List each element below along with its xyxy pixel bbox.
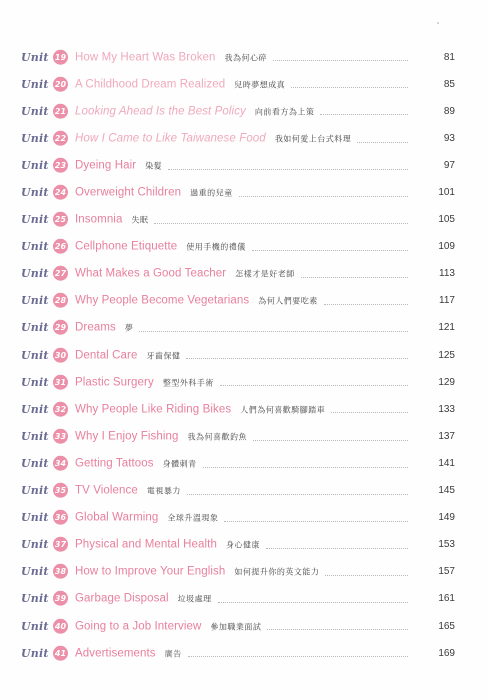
entry-title-english: Why People Become Vegetarians	[75, 294, 250, 307]
entry-title-english: Getting Tattoos	[75, 457, 154, 470]
entry-title-english: Looking Ahead Is the Best Policy	[75, 105, 246, 118]
toc-entry[interactable]	[0, 315, 488, 342]
unit-number-badge: 20	[53, 76, 68, 91]
entry-title-chinese: 如何提升你的英文能力	[234, 567, 320, 577]
toc-entry[interactable]	[0, 44, 488, 71]
page-number: 113	[439, 268, 455, 280]
dot-leader	[273, 60, 408, 61]
unit-label: Unit	[21, 646, 49, 660]
unit-label: Unit	[21, 131, 49, 145]
toc-entry[interactable]	[0, 234, 488, 261]
unit-number-badge: 41	[53, 645, 68, 660]
entry-title-english: Physical and Mental Health	[75, 538, 217, 551]
dot-leader	[252, 250, 408, 251]
toc-entry[interactable]	[0, 125, 488, 152]
toc-entry[interactable]	[0, 71, 488, 98]
toc-entry[interactable]	[0, 532, 488, 559]
toc-entry[interactable]	[0, 369, 488, 396]
unit-label: Unit	[21, 321, 49, 335]
page-number: 141	[438, 457, 455, 469]
unit-label: Unit	[21, 429, 49, 443]
entry-title-chinese: 過重的兒童	[190, 188, 233, 198]
unit-number-badge: 23	[53, 158, 68, 173]
page-number: 129	[438, 376, 455, 388]
page-number: 157	[438, 566, 455, 578]
entry-title-english: What Makes a Good Teacher	[75, 267, 227, 280]
unit-label: Unit	[21, 483, 49, 497]
unit-label: Unit	[21, 50, 49, 64]
table-of-contents	[0, 44, 488, 667]
dot-leader	[224, 521, 408, 522]
unit-number-badge: 29	[53, 320, 68, 335]
page-number: 101	[438, 186, 455, 198]
unit-number-badge: 26	[53, 239, 68, 254]
toc-entry[interactable]	[0, 152, 488, 179]
dot-leader	[187, 494, 408, 495]
entry-title-group	[75, 268, 295, 280]
unit-number-badge: 28	[53, 293, 68, 308]
unit-number-badge: 25	[53, 212, 68, 227]
entry-title-english: Dental Care	[75, 348, 138, 361]
unit-number-badge: 21	[53, 103, 68, 118]
entry-title-group	[75, 539, 260, 551]
toc-entry[interactable]	[0, 98, 488, 125]
dot-leader	[291, 87, 408, 88]
page-number: 153	[438, 539, 455, 551]
unit-number-badge: 40	[53, 618, 68, 633]
entry-title-chinese: 牙齒保健	[146, 350, 181, 360]
entry-title-chinese: 兒時夢想成真	[234, 80, 286, 90]
entry-title-english: Insomnia	[75, 213, 123, 226]
page-number: 97	[443, 159, 455, 171]
entry-title-chinese: 為何人們要吃素	[258, 296, 318, 306]
entry-title-group	[75, 484, 181, 496]
dot-leader	[320, 114, 408, 115]
unit-label: Unit	[21, 267, 49, 281]
entry-title-group	[75, 159, 162, 171]
entry-title-chinese: 向前看方為上策	[254, 107, 315, 117]
dot-leader	[203, 467, 408, 468]
dot-leader	[218, 602, 408, 603]
entry-title-chinese: 人們為何喜歡騎腳踏車	[240, 405, 326, 415]
unit-number-badge: 37	[53, 537, 68, 552]
entry-title-english: How I Came to Like Taiwanese Food	[75, 132, 266, 145]
page-number: 125	[438, 349, 455, 361]
unit-number-badge: 27	[53, 266, 68, 281]
unit-number-badge: 36	[53, 510, 68, 525]
entry-title-chinese: 怎樣才是好老師	[235, 269, 295, 279]
entry-title-english: Dyeing Hair	[75, 159, 137, 172]
toc-entry[interactable]	[0, 613, 488, 640]
unit-label: Unit	[21, 538, 49, 552]
entry-title-chinese: 全球升溫現象	[167, 513, 219, 523]
page-number: 145	[438, 484, 455, 496]
entry-title-group	[75, 566, 319, 578]
entry-title-chinese: 染髮	[145, 161, 163, 171]
page-number: 89	[443, 105, 455, 117]
unit-label: Unit	[21, 592, 49, 606]
entry-title-group	[75, 78, 285, 90]
dot-leader	[324, 304, 408, 305]
toc-entry[interactable]	[0, 207, 488, 234]
entry-title-english: Dreams	[75, 321, 116, 334]
entry-title-group	[75, 512, 218, 524]
toc-entry[interactable]	[0, 640, 488, 667]
unit-number-badge: 35	[53, 483, 68, 498]
dot-leader	[331, 412, 408, 413]
entry-title-group	[75, 376, 214, 388]
entry-title-english: Why People Like Riding Bikes	[75, 403, 232, 416]
entry-title-group	[75, 647, 182, 659]
entry-title-chinese: 失眠	[131, 215, 149, 225]
entry-title-chinese: 整型外科手術	[162, 378, 214, 388]
toc-entry[interactable]	[0, 559, 488, 586]
entry-title-group	[75, 593, 212, 605]
entry-title-english: Advertisements	[75, 647, 156, 660]
unit-label: Unit	[21, 565, 49, 579]
dot-leader	[168, 169, 408, 170]
entry-title-english: A Childhood Dream Realized	[75, 78, 226, 91]
unit-label: Unit	[21, 294, 49, 308]
page-number: 165	[438, 620, 455, 632]
entry-title-english: Global Warming	[75, 511, 159, 524]
unit-number-badge: 38	[53, 564, 68, 579]
page-number: 137	[438, 430, 455, 442]
page-number: 133	[438, 403, 455, 415]
entry-title-chinese: 電視暴力	[146, 486, 181, 496]
unit-number-badge: 34	[53, 456, 68, 471]
dot-leader	[253, 440, 408, 441]
page-number: 121	[438, 322, 455, 334]
page-number: 169	[438, 647, 455, 659]
unit-label: Unit	[21, 348, 49, 362]
page-number: 93	[443, 132, 455, 144]
entry-title-group	[75, 322, 133, 334]
entry-title-chinese: 垃圾處理	[177, 594, 212, 604]
entry-title-english: Why I Enjoy Fishing	[75, 430, 179, 443]
page-number: 109	[438, 241, 455, 253]
dot-leader	[301, 277, 408, 278]
entry-title-english: Garbage Disposal	[75, 592, 169, 605]
entry-title-english: Overweight Children	[75, 186, 182, 199]
entry-title-english: Going to a Job Interview	[75, 619, 202, 632]
toc-entry[interactable]	[0, 342, 488, 369]
unit-number-badge: 39	[53, 591, 68, 606]
entry-title-english: How My Heart Was Broken	[75, 50, 216, 63]
entry-title-chinese: 我為何心碎	[224, 52, 268, 62]
scan-dot	[437, 22, 439, 24]
dot-leader	[239, 196, 408, 197]
unit-label: Unit	[21, 104, 49, 118]
entry-title-group	[75, 105, 314, 117]
entry-title-english: Plastic Surgery	[75, 376, 154, 389]
entry-title-chinese: 使用手機的禮儀	[186, 242, 246, 252]
page-number: 161	[438, 593, 455, 605]
unit-number-badge: 31	[53, 374, 68, 389]
entry-title-chinese: 我為何喜歡釣魚	[187, 432, 248, 442]
entry-title-chinese: 參加職業面試	[210, 621, 262, 631]
page-number: 117	[439, 295, 455, 307]
entry-title-english: How to Improve Your English	[75, 565, 226, 578]
toc-entry[interactable]	[0, 505, 488, 532]
entry-title-group	[75, 295, 318, 307]
unit-label: Unit	[21, 240, 49, 254]
toc-entry[interactable]	[0, 288, 488, 315]
page-number: 105	[438, 214, 455, 226]
toc-entry[interactable]	[0, 179, 488, 206]
unit-label: Unit	[21, 456, 49, 470]
toc-entry[interactable]	[0, 261, 488, 288]
dot-leader	[266, 548, 408, 549]
toc-entry[interactable]	[0, 450, 488, 477]
toc-entry[interactable]	[0, 478, 488, 505]
unit-number-badge: 22	[53, 131, 68, 146]
unit-number-badge: 24	[53, 185, 68, 200]
toc-entry[interactable]	[0, 423, 488, 450]
entry-title-chinese: 夢	[124, 323, 134, 333]
entry-title-chinese: 身心健康	[225, 540, 260, 550]
unit-number-badge: 30	[53, 347, 68, 362]
dot-leader	[220, 385, 408, 386]
dot-leader	[267, 629, 408, 630]
unit-label: Unit	[21, 77, 49, 91]
dot-leader	[325, 575, 408, 576]
entry-title-group	[75, 430, 247, 442]
entry-title-group	[75, 186, 233, 198]
unit-label: Unit	[21, 402, 49, 416]
entry-title-group	[75, 403, 325, 415]
entry-title-group	[75, 132, 351, 144]
dot-leader	[139, 331, 408, 332]
entry-title-group	[75, 349, 180, 361]
dot-leader	[186, 358, 408, 359]
entry-title-chinese: 廣告	[164, 649, 182, 659]
entry-title-english: Cellphone Etiquette	[75, 240, 178, 253]
unit-label: Unit	[21, 158, 49, 172]
dot-leader	[357, 142, 408, 143]
unit-number-badge: 19	[53, 49, 68, 64]
unit-label: Unit	[21, 212, 49, 226]
entry-title-group	[75, 620, 261, 632]
toc-entry[interactable]	[0, 586, 488, 613]
page-number: 149	[438, 512, 455, 524]
page-number: 81	[443, 51, 455, 63]
unit-label: Unit	[21, 619, 49, 633]
unit-label: Unit	[21, 185, 49, 199]
dot-leader	[188, 656, 408, 657]
dot-leader	[154, 223, 408, 224]
entry-title-chinese: 身體刺青	[162, 459, 197, 469]
unit-label: Unit	[21, 510, 49, 524]
entry-title-chinese: 我如何愛上台式料理	[274, 134, 352, 144]
unit-label: Unit	[21, 375, 49, 389]
entry-title-group	[75, 241, 246, 253]
entry-title-group	[75, 214, 148, 226]
entry-title-group	[75, 457, 197, 469]
unit-number-badge: 33	[53, 429, 68, 444]
entry-title-english: TV Violence	[75, 484, 138, 497]
toc-entry[interactable]	[0, 396, 488, 423]
unit-number-badge: 32	[53, 402, 68, 417]
page-number: 85	[443, 78, 455, 90]
entry-title-group	[75, 51, 267, 63]
